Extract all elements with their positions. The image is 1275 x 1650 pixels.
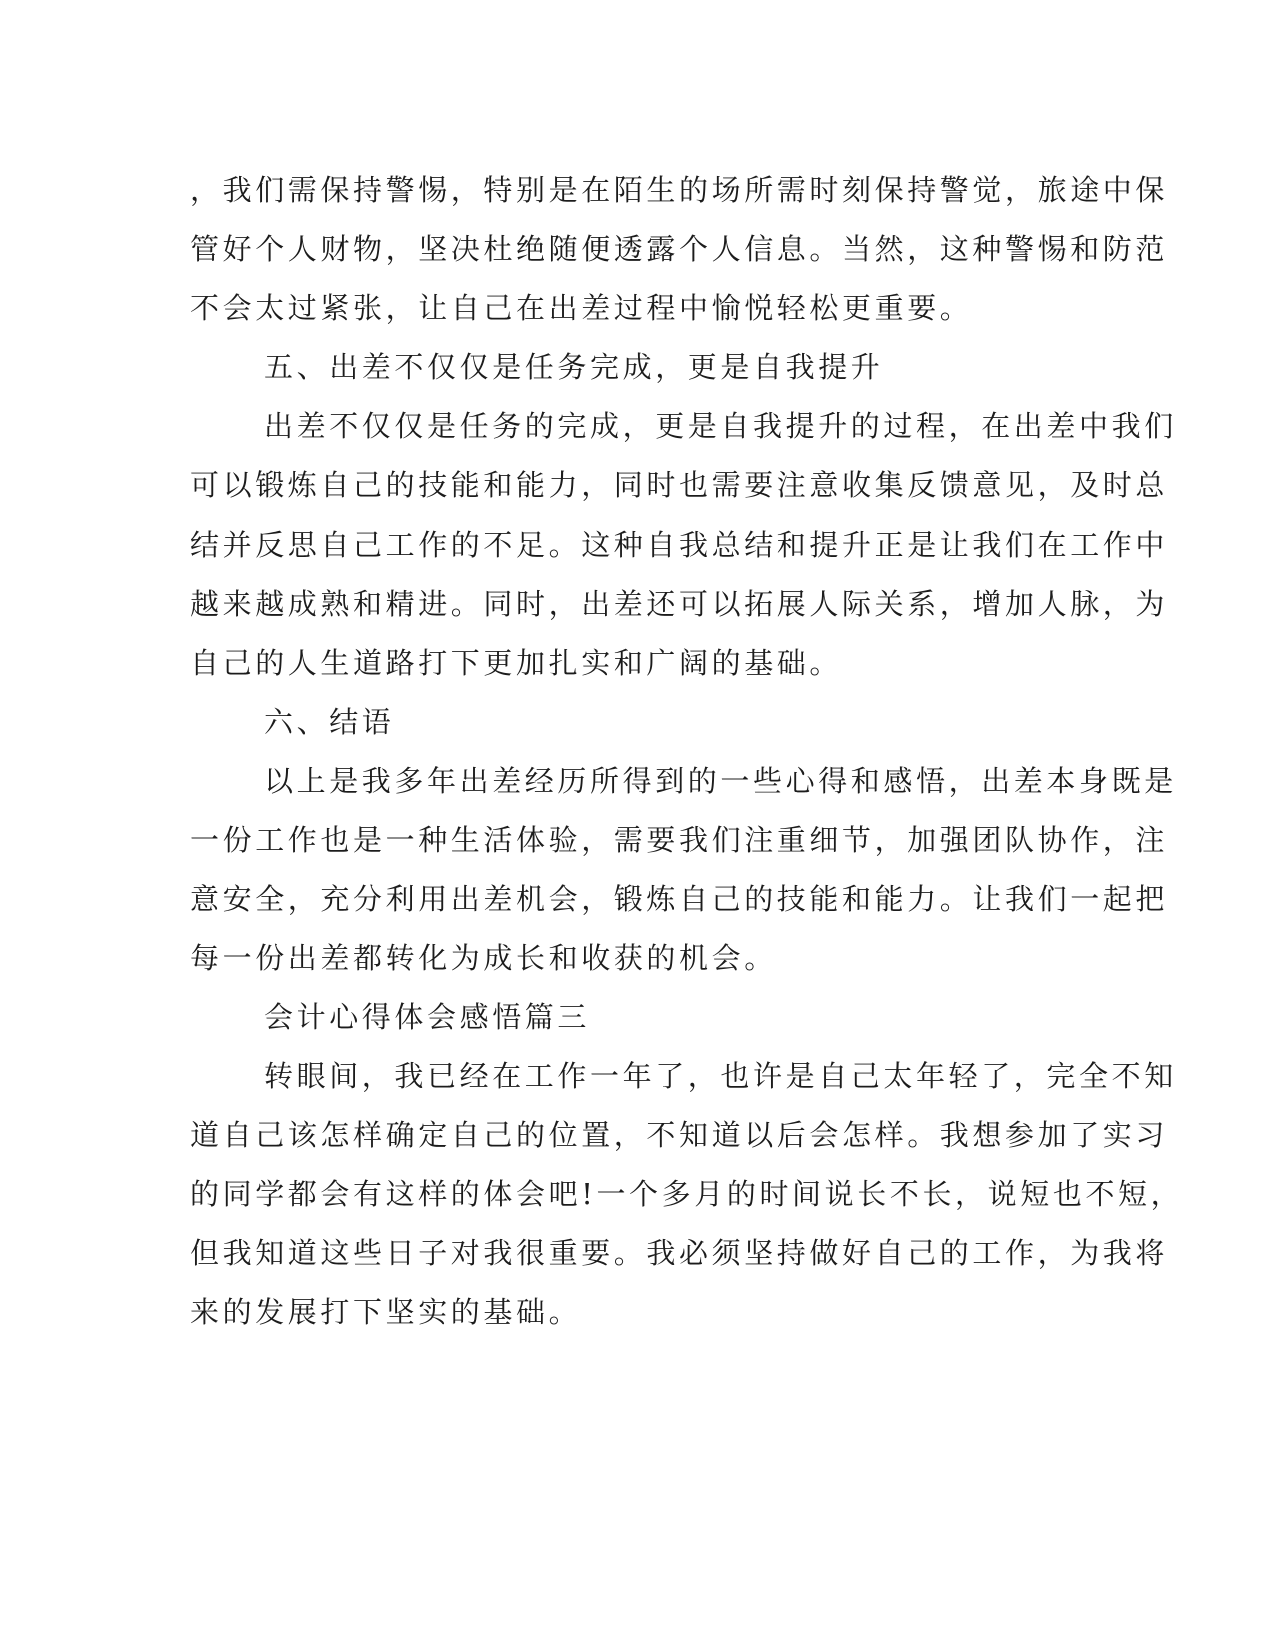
paragraph-line: ，我们需保持警惕，特别是在陌生的场所需时刻保持警觉，旅途中保 — [190, 173, 1169, 207]
paragraph-line: 结并反思自己工作的不足。这种自我总结和提升正是让我们在工作中 — [190, 528, 1169, 562]
paragraph-line: 每一份出差都转化为成长和收获的机会。 — [190, 941, 777, 975]
paragraph-line: 一份工作也是一种生活体验，需要我们注重细节，加强团队协作，注 — [190, 823, 1169, 857]
paragraph-line: 意安全，充分利用出差机会，锻炼自己的技能和能力。让我们一起把 — [190, 882, 1169, 916]
paragraph-line: 可以锻炼自己的技能和能力，同时也需要注意收集反馈意见，及时总 — [190, 468, 1169, 502]
paragraph-line: 不会太过紧张，让自己在出差过程中愉悦轻松更重要。 — [190, 291, 973, 325]
paragraph-line: 出差不仅仅是任务的完成，更是自我提升的过程，在出差中我们 — [264, 409, 1177, 443]
paragraph-line: 来的发展打下坚实的基础。 — [190, 1295, 582, 1329]
section-heading: 五、出差不仅仅是任务完成，更是自我提升 — [264, 350, 884, 384]
paragraph-line: 道自己该怎样确定自己的位置，不知道以后会怎样。我想参加了实习 — [190, 1118, 1169, 1152]
paragraph-line: 转眼间，我已经在工作一年了，也许是自己太年轻了，完全不知 — [264, 1059, 1177, 1093]
paragraph-line: 管好个人财物，坚决杜绝随便透露个人信息。当然，这种警惕和防范 — [190, 232, 1169, 266]
paragraph-line: 自己的人生道路打下更加扎实和广阔的基础。 — [190, 646, 843, 680]
paragraph-line: 的同学都会有这样的体会吧!一个多月的时间说长不长，说短也不短， — [190, 1177, 1184, 1211]
section-heading: 六、结语 — [264, 705, 395, 739]
paragraph-line: 越来越成熟和精进。同时，出差还可以拓展人际关系，增加人脉，为 — [190, 587, 1169, 621]
paragraph-line: 但我知道这些日子对我很重要。我必须坚持做好自己的工作，为我将 — [190, 1236, 1169, 1270]
section-heading: 会计心得体会感悟篇三 — [264, 1000, 591, 1034]
paragraph-line: 以上是我多年出差经历所得到的一些心得和感悟，出差本身既是 — [264, 764, 1177, 798]
